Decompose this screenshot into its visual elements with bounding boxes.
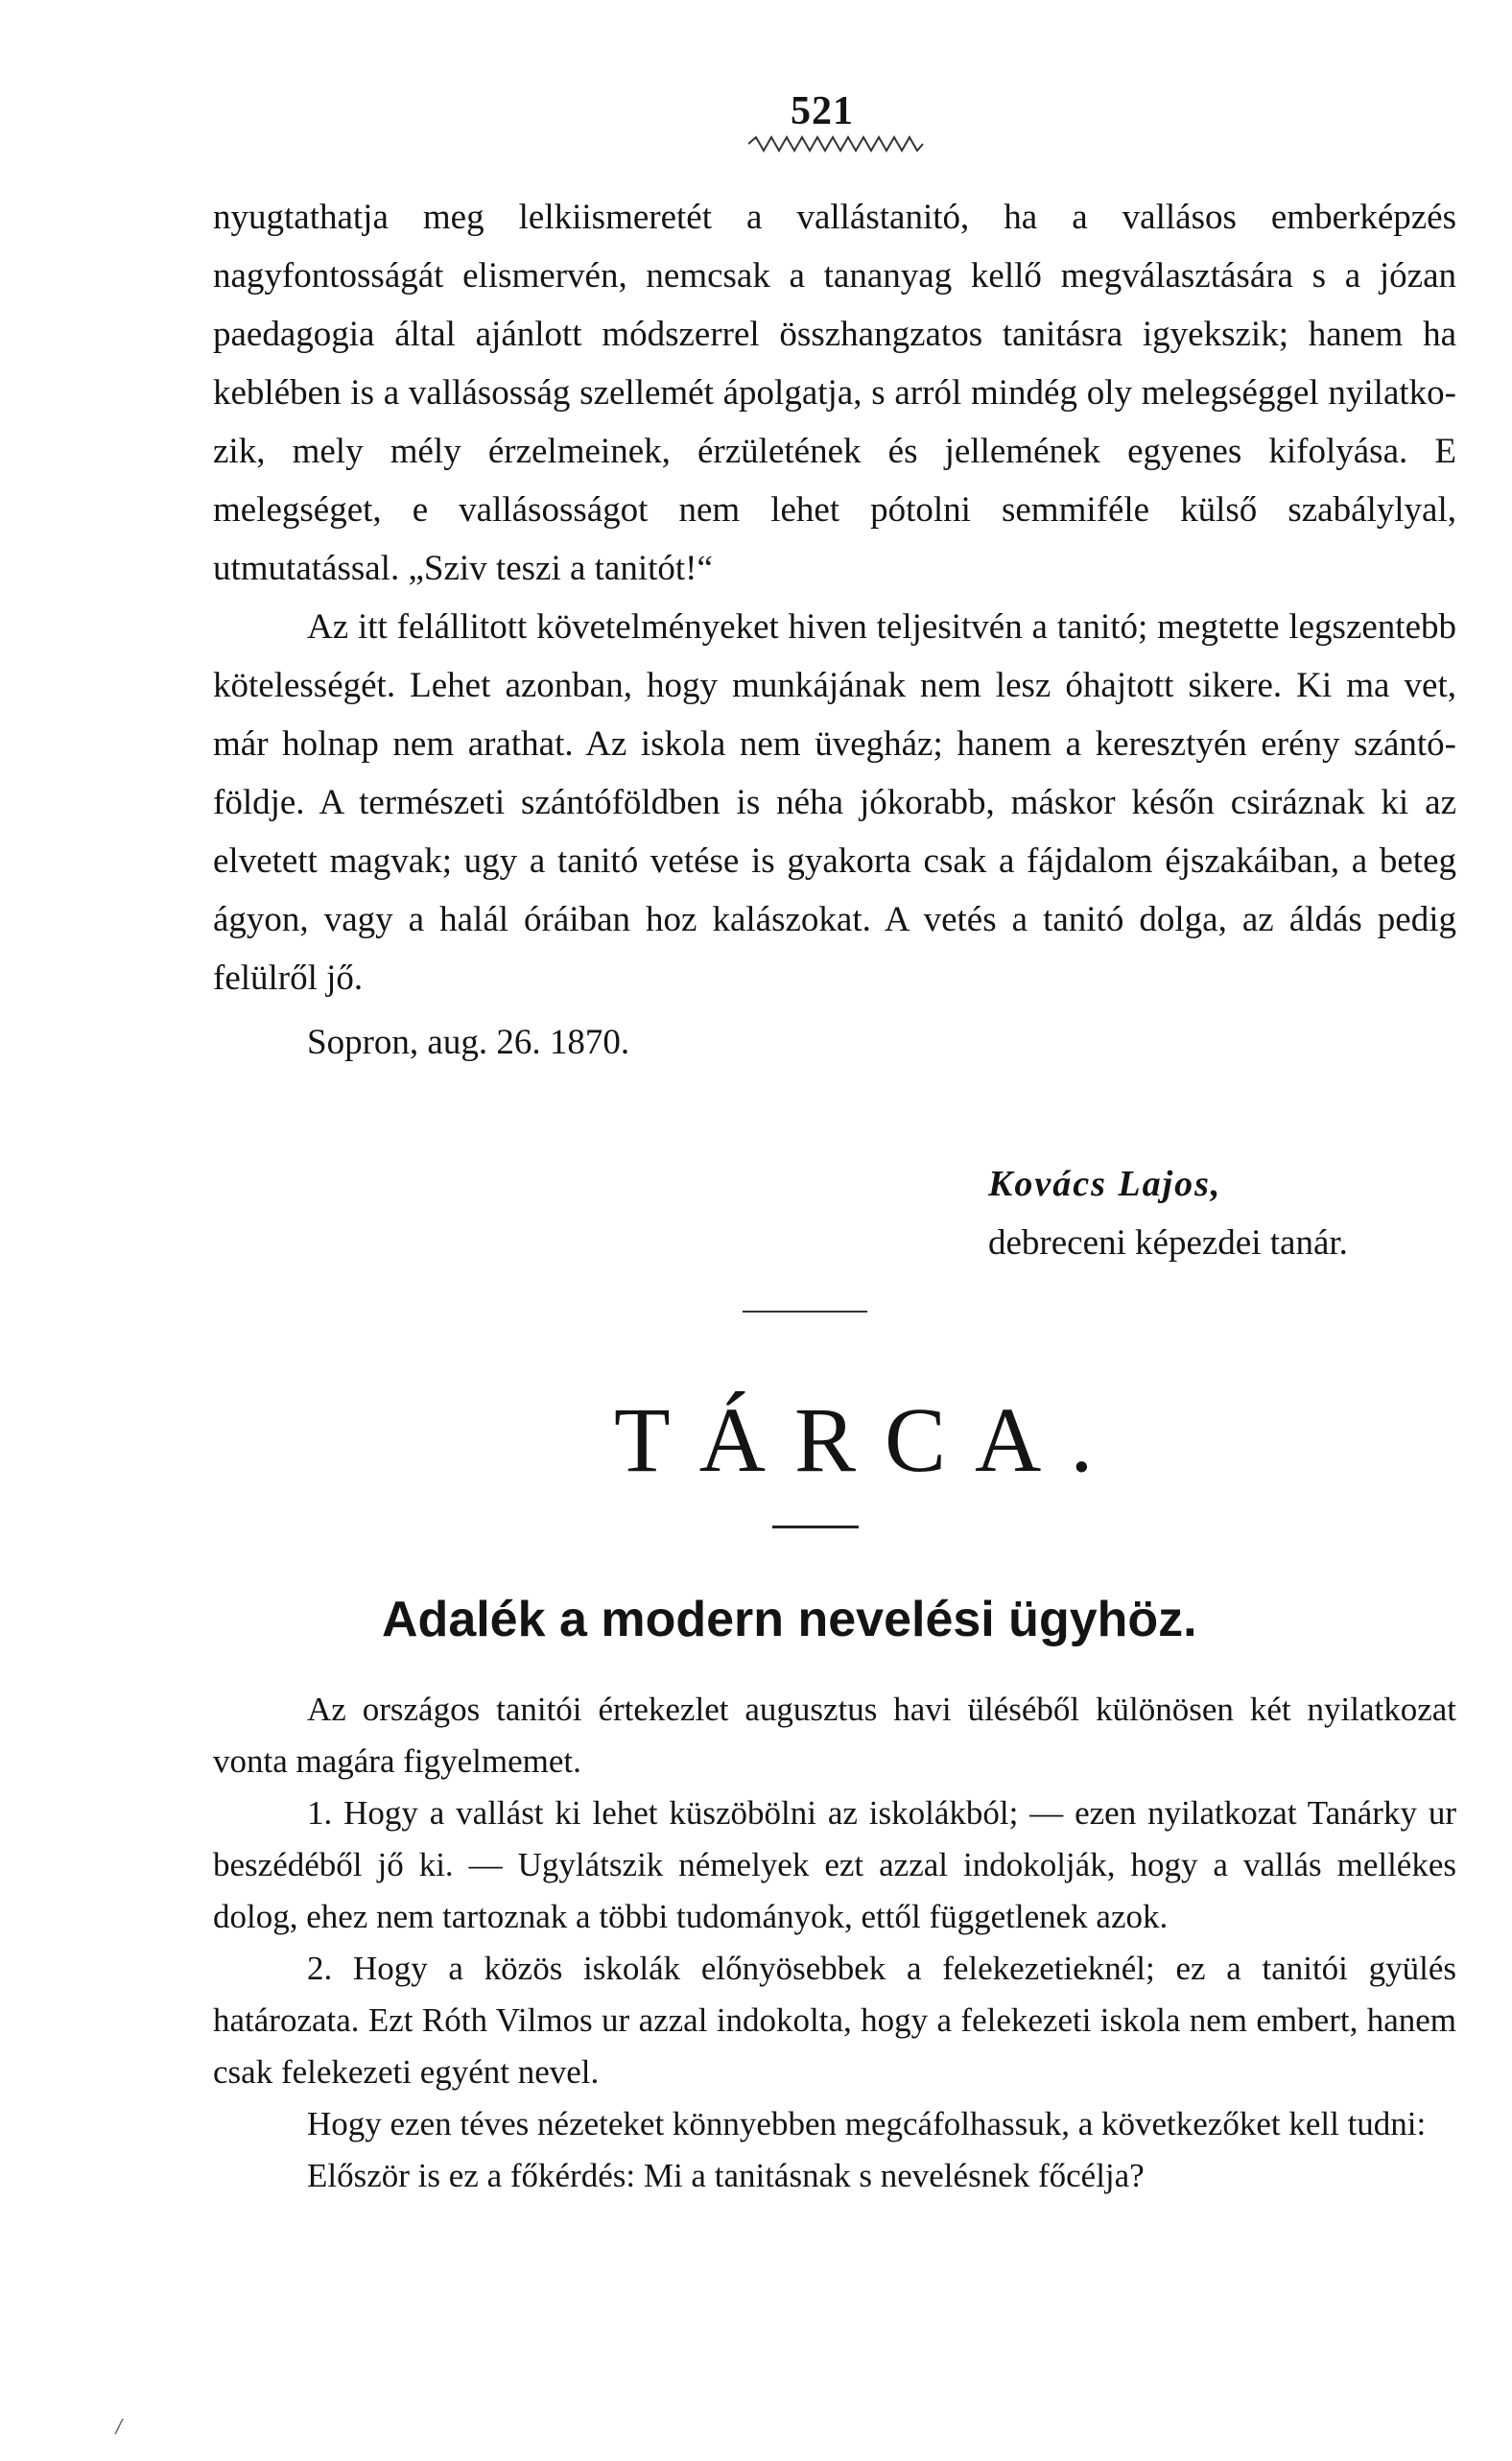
page-number: 521 (791, 89, 854, 133)
paragraph-intro: nyugtathatja meg lelkiismeretét a vallástanitó, ha a vallásos emberképzés nagyfontosságát elismervén, nemcsak a tananyag kellő megválasztására s a józan paedagogia által ajánlott módszerrel összhangzatos tanitásra igyekszik; hanem ha keblében is a vallásosság szellemét ápolgatja, s arról mindég oly melegséggel nyilatkozik, mely mély érzelmeinek, érzületének és jellemének egyenes kifolyása. E melegséget, e vallásosságot nem lehet pótolni semmiféle külső szabálylyal, utmutatással. „Sziv teszi a tanitót!“ (213, 198, 1456, 588)
pencil-mark-icon (113, 2418, 125, 2435)
article-paragraph-2: 1. Hogy a vallást ki lehet küszöbölni az iskolákból; — ezen nyilatkozat Tanárky ur beszédéből jő ki. — Ugylátszik némelyek ezt azzal indokolják, hogy a vallás mellékes dolog, ehez nem tartoznak a többi tudományok, ettől függetlenek azok. (213, 1794, 1456, 1935)
article-paragraph-1: Az országos tanitói értekezlet augusztus havi üléséből különösen két nyilatkozat vonta magára figyelmemet. (213, 1691, 1456, 1780)
article-paragraph-4: Hogy ezen téves nézeteket könnyebben megcáfolhassuk, a következőket kell tudni: (307, 2105, 1427, 2142)
article-title: Adalék a modern nevelési ügyhöz. (382, 1592, 1197, 1647)
signature-name: Kovács Lajos, (988, 1164, 1222, 1204)
article-paragraph-3: 2. Hogy a közös iskolák előnyösebbek a felekezetieknél; ez a tanitói gyülés határozata. Ezt Róth Vilmos ur azzal indokolta, hogy a felekezeti iskola nem embert, hanem csak felekezeti egyént nevel. (213, 1950, 1456, 2091)
paragraph-closing: Az itt felállitott követelményeket hiven teljesitvén a tanitó; megtette legszentebb kötelességét. Lehet azonban, hogy munkájának nem lesz óhajtott sikere. Ki ma vet, már holnap nem arathat. Az iskola nem üvegház; hanem a keresztyén erény szántóföldje. A természeti szántóföldben is néha jókorabb, máskor későn csiráznak ki az elvetett magvak; ugy a tanitó vetése is gyakorta csak a fájdalom éjszakáiban, a beteg ágyon, vagy a halál óráiban hoz kalászokat. A vetés a tanitó dolga, az áldás pedig felülről jő. (213, 607, 1456, 998)
section-title: TÁRCA. (614, 1388, 1122, 1491)
divider-rule-short (772, 1526, 859, 1528)
wavy-ornament (748, 134, 931, 154)
article-paragraph-5: Először is ez a főkérdés: Mi a tanitásnak s nevelésnek főcélja? (307, 2157, 1145, 2194)
article-body (213, 1684, 1456, 2202)
divider-rule (743, 1311, 867, 1313)
signature-role: debreceni képezdei tanár. (988, 1223, 1348, 1263)
upper-text-block (213, 188, 1456, 1072)
dateline: Sopron, aug. 26. 1870. (307, 1023, 630, 1062)
